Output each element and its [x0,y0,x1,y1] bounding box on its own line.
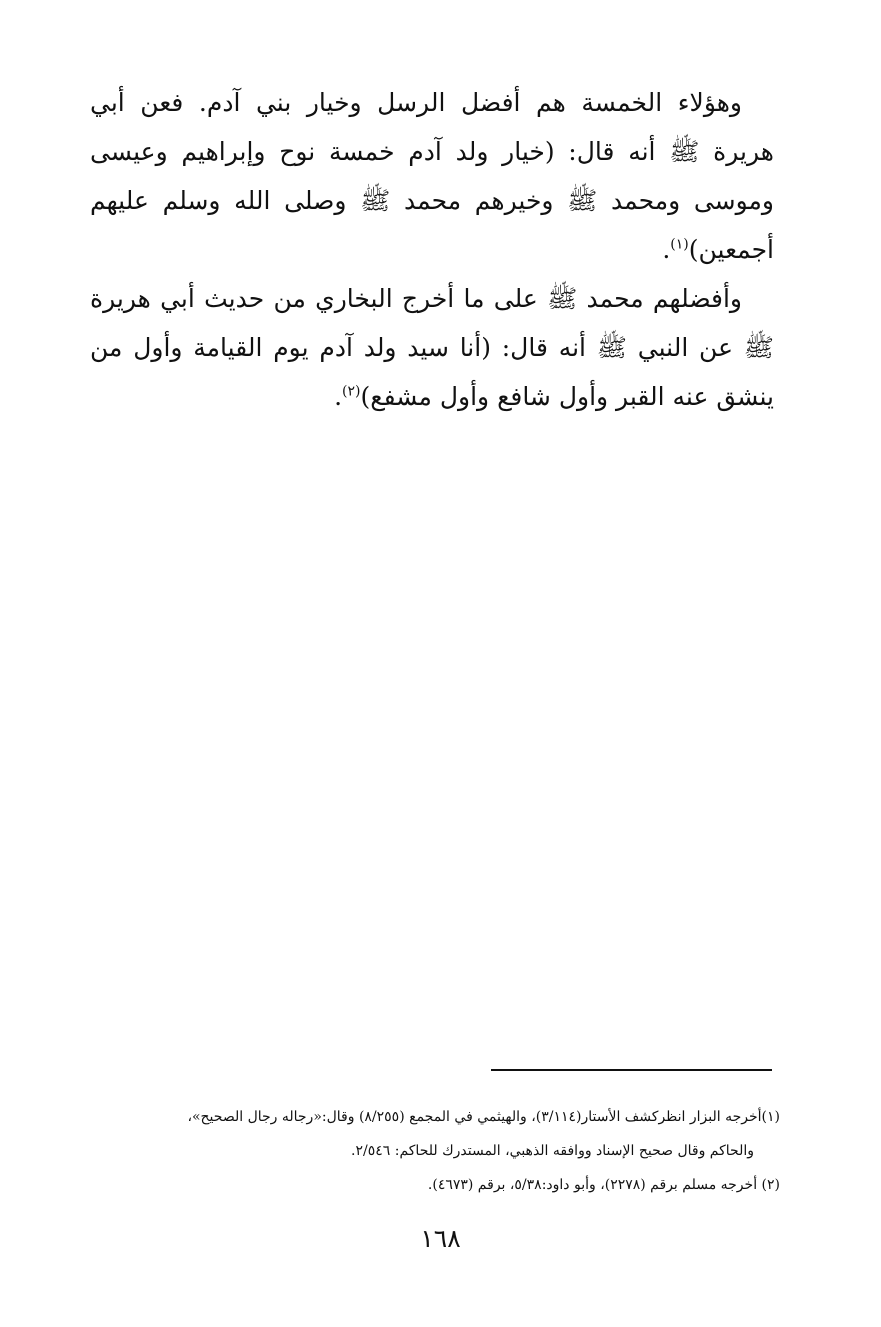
paragraph-2-text: وأفضلهم محمد ﷺ على ما أخرج البخاري من حديث أبي هريرة ﷺ عن النبي ﷺ أنه قال: (أنا سيد ولد آدم يوم القيامة وأول من ينشق عنه القبر وأول شافع وأول مشفع) [90,284,774,411]
paragraph-2 [90,274,774,421]
end-punctuation: . [662,235,671,264]
paragraph-1 [90,78,774,274]
footnote-divider [491,1069,772,1071]
footnote-ref-1: (١) [670,236,689,253]
main-text [90,78,774,421]
footnote-1-line-1: (١)أخرجه البزار انظركشف الأستار(٣/١١٤)، والهيثمي في المجمع (٨/٢٥٥) وقال:«رجاله رجال الصحيح»، [187,1109,780,1125]
footnote-2: (٢) أخرجه مسلم برقم (٢٢٧٨)، وأبو داود:٥/٣٨، برقم (٤٦٧٣). [427,1177,780,1193]
end-punctuation: . [334,382,343,411]
footnote-ref-2: (٢) [342,383,361,400]
page-number: ١٦٨ [420,1224,461,1253]
footnotes [84,1100,780,1202]
footnote-1-line-2: والحاكم وقال صحيح الإسناد ووافقه الذهبي، المستدرك للحاكم: ٢/٥٤٦. [351,1143,754,1159]
paragraph-1-text: وهؤلاء الخمسة هم أفضل الرسل وخيار بني آدم. فعن أبي هريرة ﷺ أنه قال: (خيار ولد آدم خمسة نوح وإبراهيم وعيسى وموسى ومحمد ﷺ وخيرهم محمد ﷺ وصلى الله وسلم عليهم أجمعين) [90,88,774,264]
